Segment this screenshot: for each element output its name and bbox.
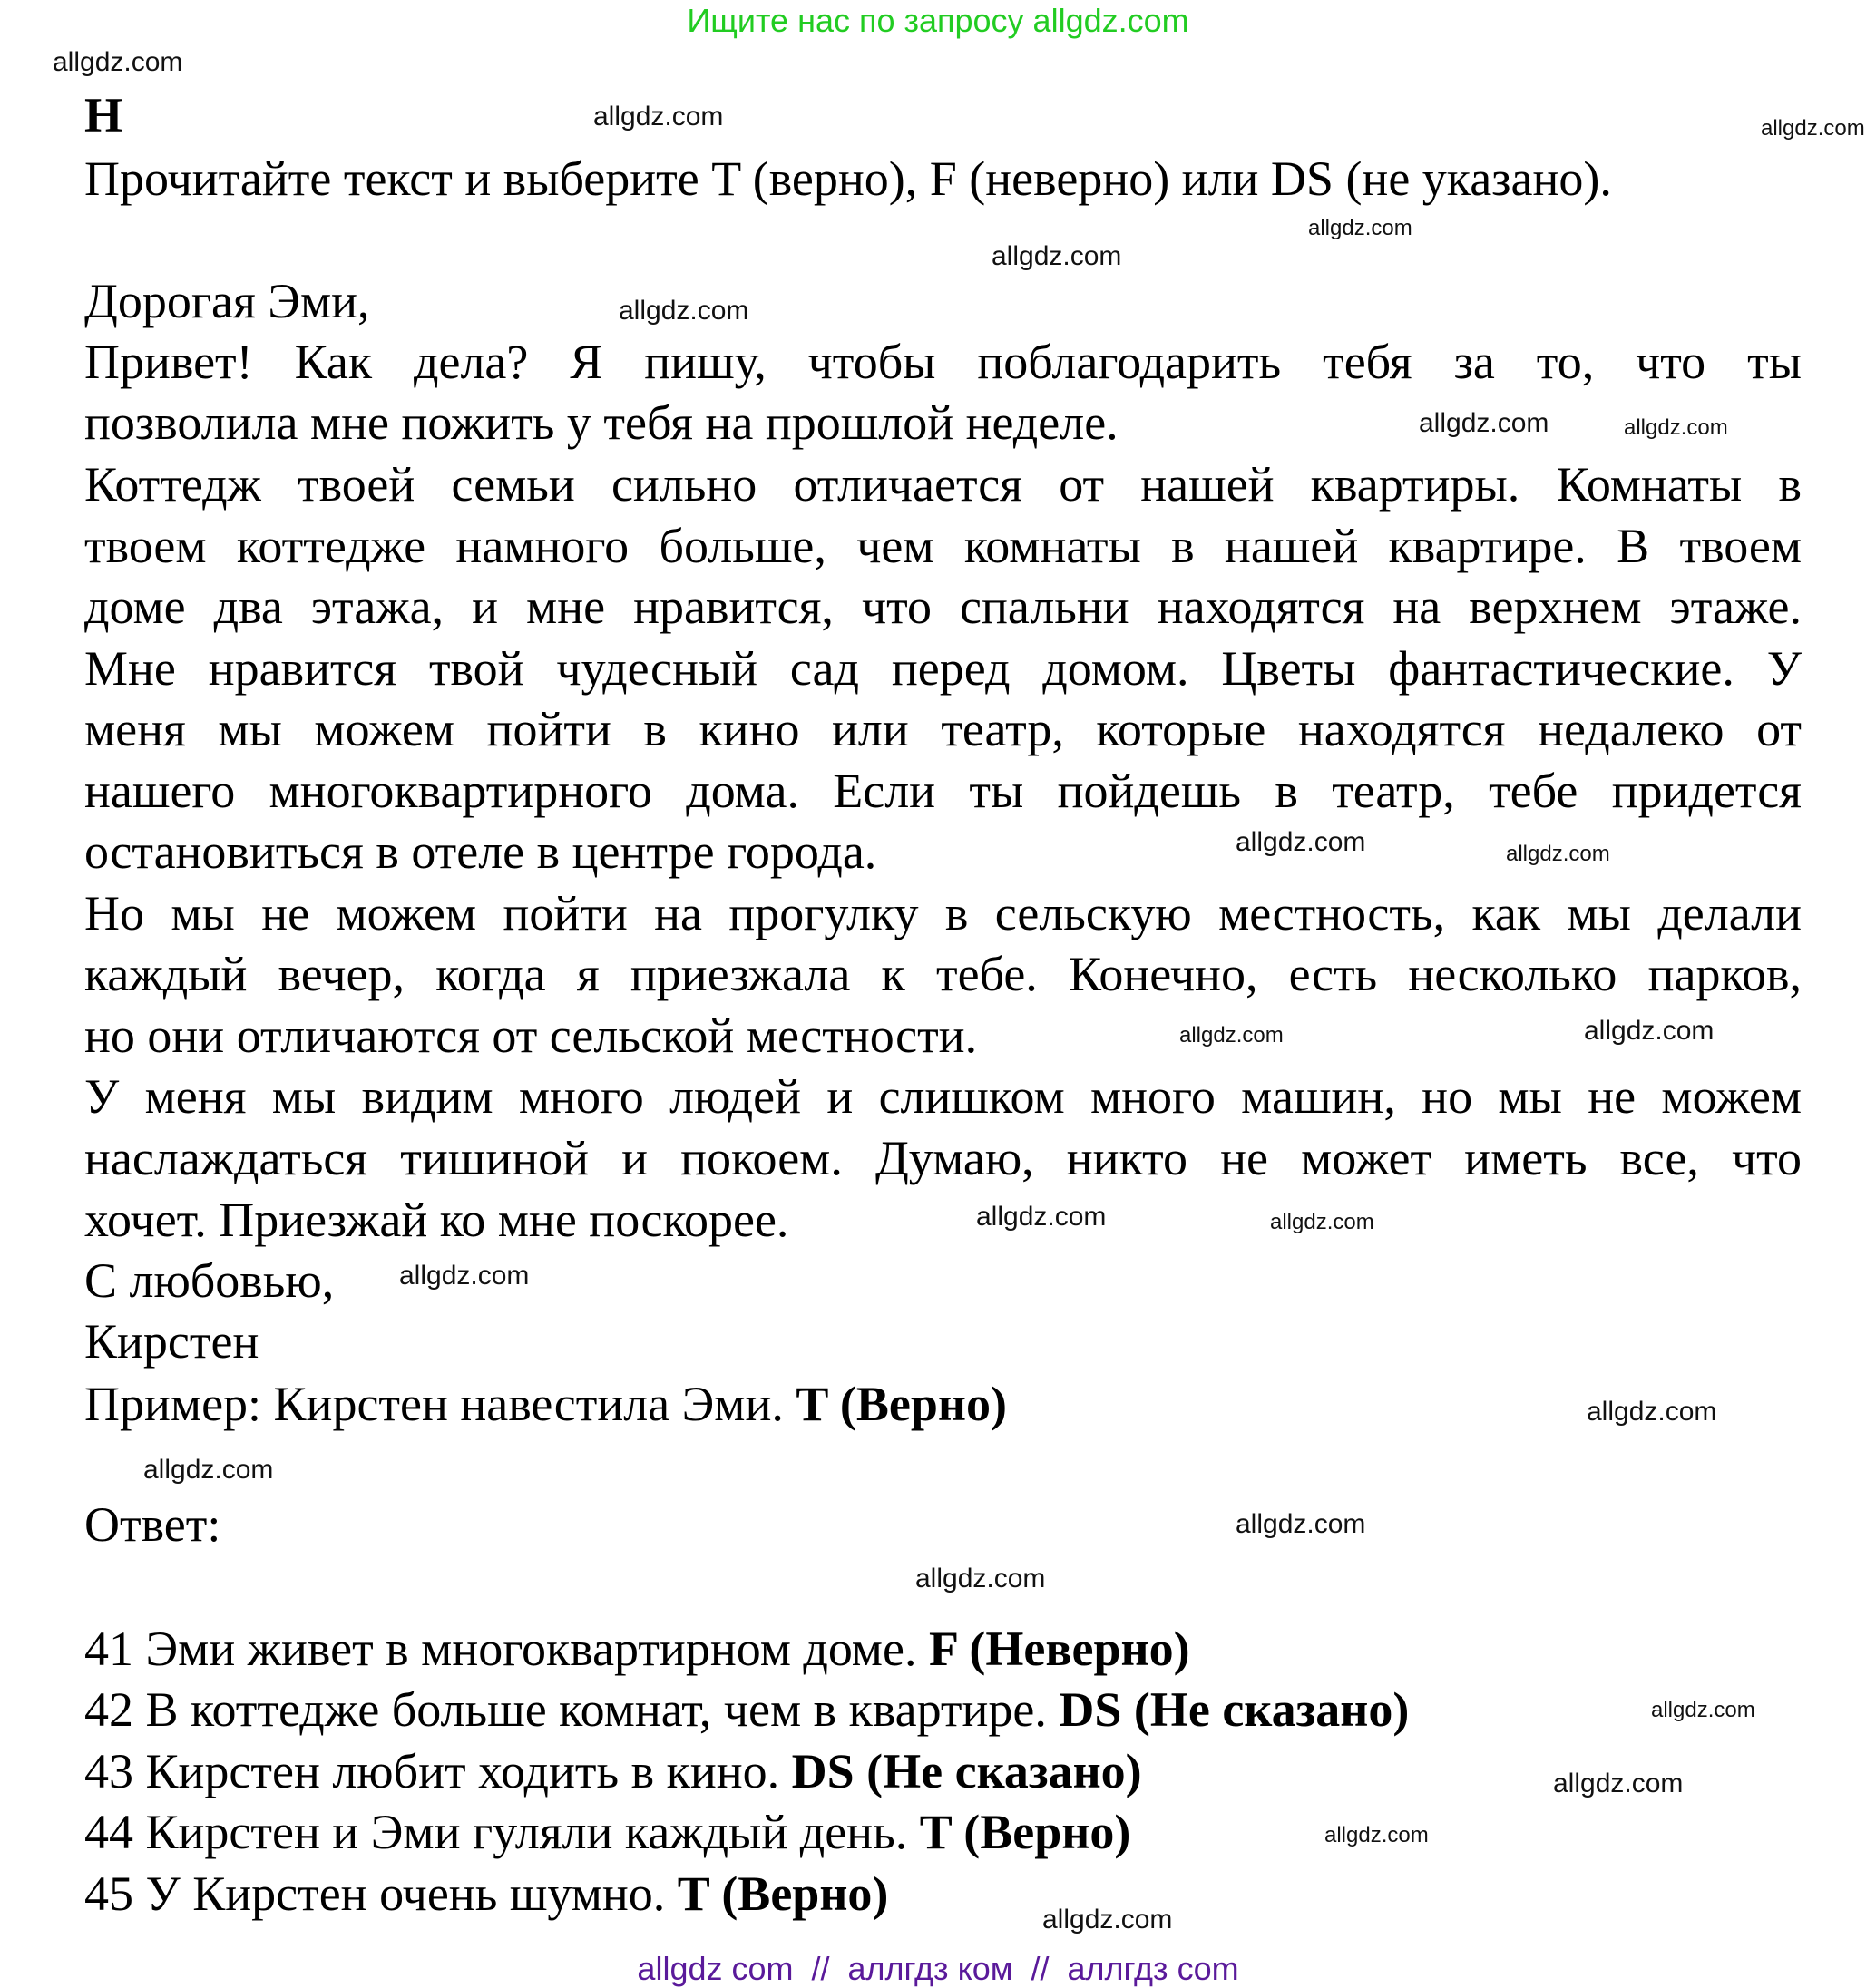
letter-line: меня мы можем пойти в кино или театр, которые находятся недалеко от	[84, 702, 1802, 756]
watermark: allgdz.com	[53, 47, 183, 77]
answer-text: 43 Кирстен любит ходить в кино.	[84, 1744, 792, 1798]
watermark: allgdz.com	[619, 296, 749, 326]
letter-line: доме два этажа, и мне нравится, что спальни находятся на верхнем этаже.	[84, 580, 1802, 634]
answer-text: 44 Кирстен и Эми гуляли каждый день.	[84, 1805, 920, 1859]
watermark: allgdz.com	[593, 102, 724, 132]
watermark: allgdz.com	[1506, 842, 1610, 866]
letter-line: твоем коттедже намного больше, чем комнаты в нашей квартире. В твоем	[84, 519, 1802, 573]
watermark: allgdz.com	[992, 241, 1122, 271]
instruction: Прочитайте текст и выберите T (верно), F (неверно) или DS (не указано).	[84, 151, 1612, 206]
watermark: allgdz.com	[976, 1202, 1107, 1232]
letter-signature: Кирстен	[84, 1314, 259, 1369]
footer-banner: allgdz com // аллгдз ком // аллгдз com	[637, 1950, 1239, 1987]
watermark: allgdz.com	[1236, 1509, 1366, 1539]
watermark: allgdz.com	[143, 1455, 274, 1485]
watermark: allgdz.com	[1624, 415, 1728, 440]
letter-line: У меня мы видим много людей и слишком много машин, но мы не можем	[84, 1069, 1802, 1124]
letter-line: Коттедж твоей семьи сильно отличается от нашей квартиры. Комнаты в	[84, 457, 1802, 512]
watermark: allgdz.com	[1761, 116, 1865, 141]
watermark: allgdz.com	[915, 1564, 1046, 1593]
header-banner: Ищите нас по запросу allgdz.com	[687, 2, 1189, 39]
answer-value: T (Верно)	[919, 1805, 1131, 1859]
watermark: allgdz.com	[1651, 1698, 1755, 1722]
example-text: Пример: Кирстен навестила Эми.	[84, 1377, 796, 1431]
answer-value: DS (Не сказано)	[1059, 1682, 1410, 1737]
letter-line: Но мы не можем пойти на прогулку в сельскую местность, как мы делали	[84, 886, 1802, 940]
answer-item	[84, 1743, 1142, 1799]
letter-closing: С любовью,	[84, 1253, 335, 1308]
watermark: allgdz.com	[1270, 1210, 1374, 1234]
watermark: allgdz.com	[1587, 1397, 1717, 1427]
letter-line: каждый вечер, когда я приезжала к тебе. Конечно, есть несколько парков,	[84, 947, 1802, 1001]
letter-line: но они отличаются от сельской местности.	[84, 1009, 978, 1063]
letter-line: Мне нравится твой чудесный сад перед домом. Цветы фантастические. У	[84, 641, 1802, 696]
letter-line: наслаждаться тишиной и покоем. Думаю, никто не может иметь все, что	[84, 1131, 1802, 1185]
letter-line: Дорогая Эми,	[84, 274, 370, 328]
answer-label: Ответ:	[84, 1497, 221, 1552]
watermark: allgdz.com	[1553, 1769, 1684, 1798]
answer-text: 45 У Кирстен очень шумно.	[84, 1866, 678, 1921]
watermark: allgdz.com	[1179, 1023, 1284, 1048]
answer-item	[84, 1804, 1130, 1860]
answer-text: 42 В коттедже больше комнат, чем в квартире.	[84, 1682, 1060, 1737]
letter-line: позволила мне пожить у тебя на прошлой неделе.	[84, 395, 1119, 450]
answer-item	[84, 1866, 888, 1922]
answer-item	[84, 1681, 1409, 1738]
letter-line: Привет! Как дела? Я пишу, чтобы поблагодарить тебя за то, что ты	[84, 335, 1802, 389]
watermark: allgdz.com	[399, 1261, 530, 1291]
watermark: allgdz.com	[1419, 408, 1549, 438]
answer-text: 41 Эми живет в многоквартирном доме.	[84, 1622, 929, 1676]
answer-value: DS (Не сказано)	[791, 1744, 1142, 1798]
watermark: allgdz.com	[1308, 216, 1412, 240]
letter-line: хочет. Приезжай ко мне поскорее.	[84, 1193, 789, 1247]
answer-item	[84, 1621, 1190, 1677]
letter-line: остановиться в отеле в центре города.	[84, 824, 877, 879]
answer-value: F (Неверно)	[928, 1622, 1190, 1676]
watermark: allgdz.com	[1042, 1905, 1173, 1934]
example-answer: T (Верно)	[796, 1377, 1007, 1431]
section-letter: H	[84, 88, 123, 142]
example-line	[84, 1376, 1007, 1432]
watermark: allgdz.com	[1324, 1823, 1429, 1847]
watermark: allgdz.com	[1236, 827, 1366, 857]
answer-value: T (Верно)	[677, 1866, 889, 1921]
watermark: allgdz.com	[1584, 1016, 1715, 1046]
letter-line: нашего многоквартирного дома. Если ты пойдешь в театр, тебе придется	[84, 764, 1802, 818]
